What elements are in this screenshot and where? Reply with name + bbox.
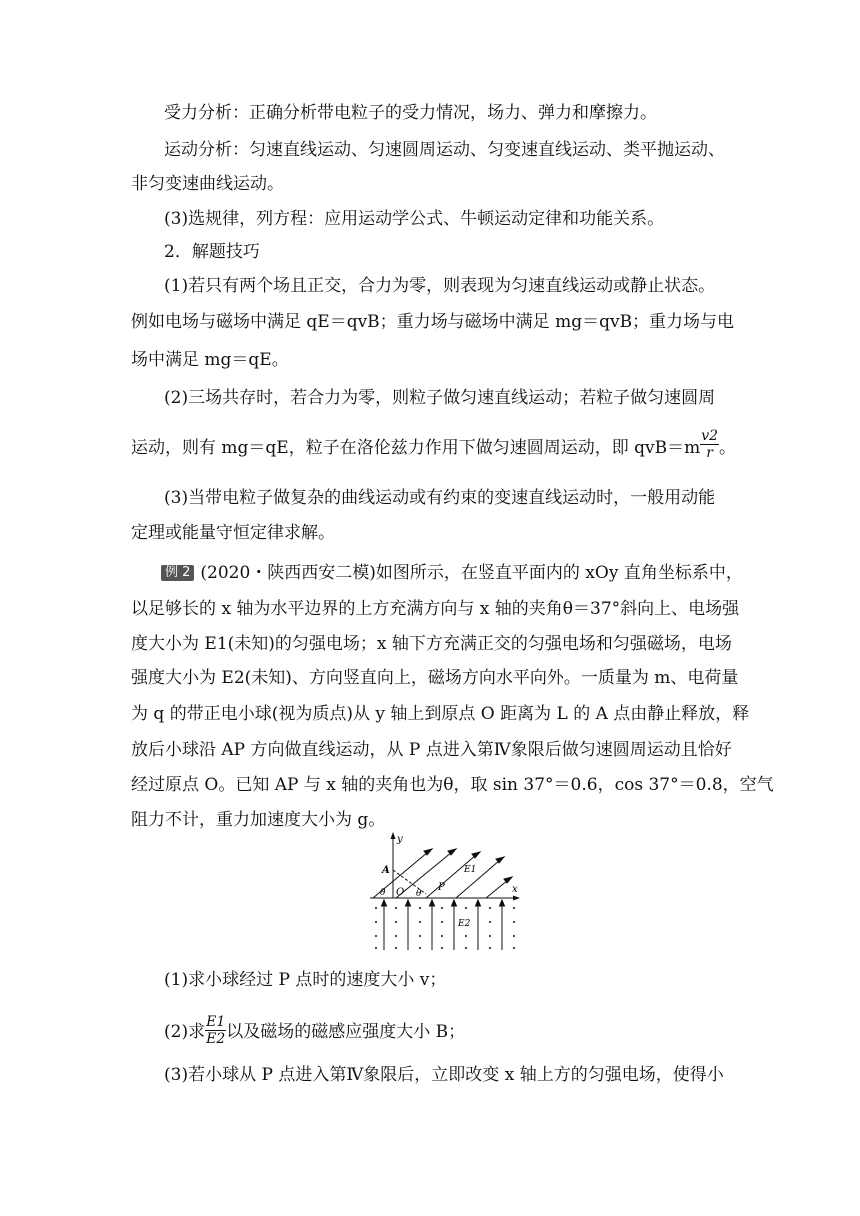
- text-line: 为 q 的带正电小球(视为质点)从 y 轴上到原点 O 距离为 L 的 A 点由静止释放，释: [131, 704, 750, 724]
- text-line: 放后小球沿 AP 方向做直线运动，从 P 点进入第Ⅳ象限后做匀速圆周运动且恰好: [131, 740, 732, 760]
- label-O: O: [396, 887, 405, 898]
- text-line: 阻力不计，重力加速度大小为 g。: [131, 810, 386, 830]
- text-line: 强度大小为 E2(未知)、方向竖直向上，磁场方向水平向外。一质量为 m、电荷量: [131, 668, 739, 688]
- text-line: (3)当带电粒子做复杂的曲线运动或有约束的变速直线运动时，一般用动能: [164, 488, 716, 508]
- example-line: [161, 561, 743, 585]
- text-segment: 。: [719, 438, 737, 458]
- label-P: P: [438, 882, 445, 893]
- question-1: (1)求小球经过 P 点时的速度大小 v；: [164, 970, 447, 990]
- text-line: 场中满足 mg＝qE。: [131, 350, 289, 370]
- field-diagram: [368, 830, 528, 954]
- text-line-with-fraction: [131, 428, 737, 465]
- fraction-numerator: v2: [701, 428, 719, 444]
- fraction-v2-over-r: [700, 428, 719, 461]
- fraction-denominator: r: [706, 445, 713, 461]
- fraction-denominator: E2: [206, 1031, 226, 1047]
- physics-figure: [368, 830, 528, 958]
- section-heading: 2．解题技巧: [164, 242, 260, 262]
- text-line: 定理或能量守恒定律求解。: [131, 523, 335, 543]
- text-line: (1)若只有两个场且正交，合力为零，则表现为匀速直线运动或静止状态。: [164, 276, 716, 296]
- label-theta-2: θ: [416, 889, 422, 899]
- text-segment: 以及磁场的磁感应强度大小 B；: [226, 1022, 466, 1042]
- text-line: 运动分析：匀速直线运动、匀速圆周运动、匀变速直线运动、类平抛运动、: [164, 140, 725, 160]
- label-E2: E2: [458, 919, 471, 929]
- text-line: 非匀变速曲线运动。: [131, 174, 284, 194]
- question-2: [164, 1016, 465, 1049]
- text-segment: 运动，则有 mg＝qE，粒子在洛伦兹力作用下做匀速圆周运动，即 qvB＝m: [131, 438, 701, 458]
- label-E1: E1: [464, 865, 477, 875]
- text-line: 经过原点 O。已知 AP 与 x 轴的夹角也为θ，取 sin 37°＝0.6，cos 37°＝0.8，空气: [131, 775, 774, 795]
- text-line: 例如电场与磁场中满足 qE＝qvB；重力场与磁场中满足 mg＝qvB；重力场与电: [131, 312, 735, 332]
- text-line: (2)三场共存时，若合力为零，则粒子做匀速直线运动；若粒子做匀速圆周: [164, 388, 716, 408]
- text-line: 以足够长的 x 轴为水平边界的上方充满方向与 x 轴的夹角θ＝37°斜向上、电场强: [131, 599, 740, 619]
- text-line: (3)选规律，列方程：应用运动学公式、牛顿运动定律和功能关系。: [164, 209, 665, 229]
- fraction-E1-over-E2: [205, 1014, 226, 1047]
- label-A: A: [382, 865, 390, 876]
- label-x: x: [512, 884, 518, 895]
- fraction-numerator: E1: [206, 1014, 226, 1030]
- text-segment: (2020・陕西西安二模)如图所示，在竖直平面内的 xOy 直角坐标系中，: [200, 563, 743, 583]
- text-line: 度大小为 E1(未知)的匀强电场；x 轴下方充满正交的匀强电场和匀强磁场，电场: [131, 634, 732, 654]
- text-line: 受力分析：正确分析带电粒子的受力情况，场力、弹力和摩擦力。: [164, 103, 657, 123]
- text-segment: (2)求: [164, 1022, 206, 1042]
- example-badge: 例 2: [161, 565, 194, 581]
- question-3: (3)若小球从 P 点进入第Ⅳ象限后，立即改变 x 轴上方的匀强电场，使得小: [164, 1065, 724, 1085]
- label-theta-1: θ: [380, 888, 386, 898]
- label-y: y: [397, 834, 403, 845]
